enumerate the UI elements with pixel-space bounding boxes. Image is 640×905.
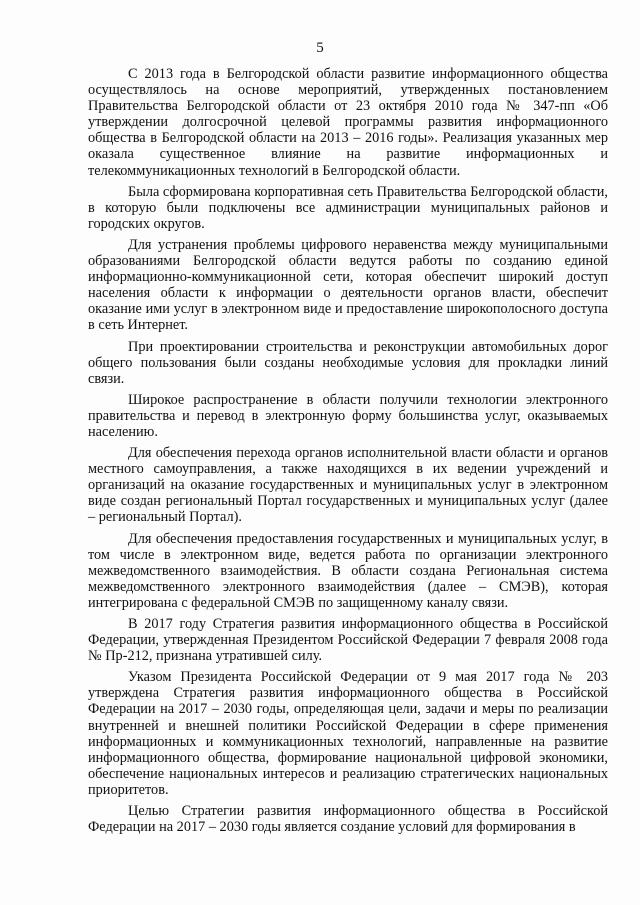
paragraph: Для устранения проблемы цифрового неравенства между муниципальными образованиями Белгородской области ведутся работы по созданию единой информационно-коммуникационной сети, которая обеспечит широкий доступ населения области к информации о деятельности органов власти, обеспечит оказание ими услуг в электронном виде и предоставление широкополосного доступа в сеть Интернет.: [88, 236, 608, 334]
body-text: [88, 66, 608, 835]
paragraph: Указом Президента Российской Федерации от 9 мая 2017 года № 203 утверждена Стратегия развития информационного общества в Российской Федерации на 2017 – 2030 годы, определяющая цели, задачи и меры по реализации внутренней и внешней политики Российской Федерации в сфере применения информационных и коммуникационных технологий, направленные на развитие информационного общества, формирование национальной цифровой экономики, обеспечение национальных интересов и реализацию стратегических национальных приоритетов.: [88, 669, 608, 798]
paragraph: Широкое распространение в области получили технологии электронного правительства и перевод в электронную форму большинства услуг, оказываемых населению.: [88, 391, 608, 440]
paragraph: Для обеспечения перехода органов исполнительной власти области и органов местного самоуправления, а также находящихся в их ведении учреждений и организаций на оказание государственных и муниципальных услуг в электронном виде создан региональный Портал государственных и муниципальных услуг (далее – региональный Портал).: [88, 445, 608, 526]
paragraph: Целью Стратегии развития информационного общества в Российской Федерации на 2017 – 2030 годы является создание условий для формирования в: [88, 803, 608, 836]
page-number: 5: [316, 40, 324, 56]
paragraph: Была сформирована корпоративная сеть Правительства Белгородской области, в которую были подключены все администрации муниципальных районов и городских округов.: [88, 183, 609, 232]
paragraph: При проектировании строительства и реконструкции автомобильных дорог общего пользования были созданы необходимые условия для прокладки линий связи.: [88, 338, 608, 387]
paragraph: В 2017 году Стратегия развития информационного общества в Российской Федерации, утвержденная Президентом Российской Федерации 7 февраля 2008 года № Пр-212, признана утратившей силу.: [88, 616, 608, 665]
paragraph: Для обеспечения предоставления государственных и муниципальных услуг, в том числе в электронном виде, ведется работа по организации электронного межведомственного взаимодействия. В области создана Региональная система межведомственного электронного взаимодействия (далее – СМЭВ), которая интегрирована с федеральной СМЭВ по защищенному каналу связи.: [88, 530, 608, 611]
paragraph: С 2013 года в Белгородской области развитие информационного общества осуществлялось на основе мероприятий, утвержденных постановлением Правительства Белгородской области от 23 октября 2010 года № 347-пп «Об утверждении долгосрочной целевой программы развития информационного общества в Белгородской области на 2013 – 2016 годы». Реализация указанных мер оказала существенное влияние на развитие информационных и телекоммуникационных технологий в Белгородской области.: [88, 66, 608, 179]
